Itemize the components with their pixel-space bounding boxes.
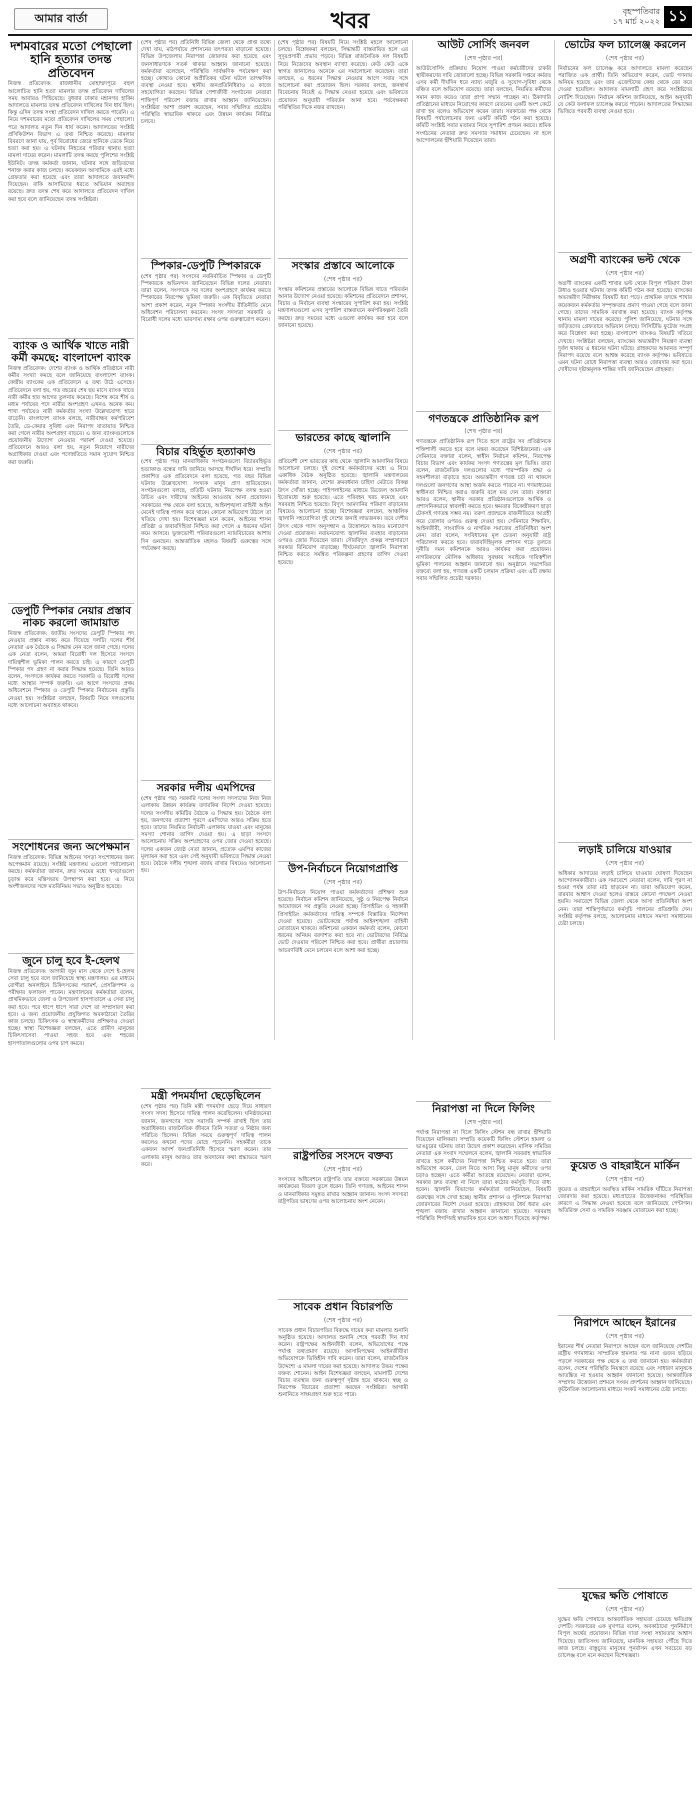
article-headline[interactable]: সাবেক প্রধান বিচারপতি (293, 1300, 393, 1313)
article-headline[interactable]: আউট সোর্সিং জনবল (437, 39, 530, 51)
article-byline: (শেষ পৃষ্ঠার পর) (323, 447, 363, 455)
news-article (278, 1151, 408, 1296)
article-separator (141, 258, 271, 259)
news-article (8, 842, 134, 951)
news-article (558, 1318, 692, 1586)
article-headline[interactable]: মন্ত্রী পদমর্যাদা ছেড়েছিলেন (151, 1090, 261, 1103)
article-byline: (শেষ পৃষ্ঠার পর) (605, 1605, 645, 1613)
article-byline: (শেষ পৃষ্ঠার পর) (323, 878, 363, 886)
news-article (141, 40, 271, 256)
article-body: সংস্কার কমিশনের প্রস্তাবের আলোকে বিভিন্ন খাতে পরিবর্তন আনার উদ্যোগ নেওয়া হয়েছে। কমিশনের প্রতিবেদনে প্রশাসন, বিচার ও নির্বাচন ব্যবস্থা সংস্কারের সুপারিশ করা হয়। সংশ্লিষ্ট মন্ত্রণালয়গুলো এসব সুপারিশ বাস্তবায়নে কর্মপরিকল্পনা তৈরি করছে। দ্রুত সময়ের মধ্যে এগুলো কার্যকর করা হবে বলে জানানো হয়েছে। (278, 286, 408, 329)
article-byline: (শেষ পৃষ্ঠার পর) (605, 54, 645, 62)
news-article (141, 447, 271, 779)
article-headline[interactable]: সরকার দলীয় এমপিদের (156, 782, 256, 795)
article-byline: (শেষ পৃষ্ঠার পর) (323, 275, 363, 283)
article-body: নিজস্ব প্রতিবেদক: বিভিন্ন আইনের খসড়া সংশোধনের জন্য অপেক্ষমান রয়েছে। সংশ্লিষ্ট মন্ত্রণালয় এগুলো পর্যালোচনা করছে। কর্মকর্তারা জানান, দ্রুত সময়ের মধ্যে খসড়াগুলো চূড়ান্ত করে মন্ত্রিসভায় উপস্থাপন করা হবে। এ নিয়ে অংশীজনদের সঙ্গে মতবিনিময় সভাও অনুষ্ঠিত হয়েছে। (8, 854, 134, 890)
article-body: অধিকার আদায়ের লড়াই চালিয়ে যাওয়ার ঘোষণা দিয়েছেন আন্দোলনকারীরা। এক সমাবেশে নেতারা বলেন, দাবি পূরণ না হওয়া পর্যন্ত তারা মাঠ ছাড়বেন না। তারা অভিযোগ করেন, বারবার আশ্বাস দেওয়া হলেও বাস্তবে কোনো পদক্ষেপ নেওয়া হয়নি। সমাবেশে বিভিন্ন জেলা থেকে আসা প্রতিনিধিরা অংশ নেন। তারা শান্তিপূর্ণভাবে কর্মসূচি পালনের প্রতিশ্রুতি দেন। সংশ্লিষ্ট কর্তৃপক্ষ বলছে, আলোচনার মাধ্যমে সমস্যা সমাধানের চেষ্টা চলছে। (558, 870, 692, 927)
article-byline: (শেষ পৃষ্ঠার পর) (323, 1166, 363, 1174)
article-byline: (শেষ পৃষ্ঠার পর) (464, 428, 503, 436)
article-body: সাবেক প্রধান বিচারপতির বিরুদ্ধে দায়ের করা মামলার শুনানি অনুষ্ঠিত হয়েছে। আদালত শুনানি শেষে পরবর্তী দিন ধার্য করেন। রাষ্ট্রপক্ষের আইনজীবী বলেন, অভিযোগের পক্ষে পর্যাপ্ত তথ্যপ্রমাণ রয়েছে। আসামিপক্ষের আইনজীবীরা অভিযোগকে ভিত্তিহীন দাবি করেন। তারা বলেন, রাজনৈতিক উদ্দেশ্যে এ মামলা দায়ের করা হয়েছে। আদালত উভয় পক্ষের বক্তব্য শোনেন। আইন বিশেষজ্ঞরা বলছেন, মামলাটি দেশের বিচার ব্যবস্থার জন্য গুরুত্বপূর্ণ দৃষ্টান্ত হয়ে থাকবে। স্বচ্ছ ও নিরপেক্ষ বিচারের প্রত্যাশা করছেন সংশ্লিষ্টরা। আগামী শুনানিতে সাক্ষ্যগ্রহণ শুরু হতে পারে। (278, 1327, 408, 1399)
article-body: সংসদের অধিবেশনে রাষ্ট্রপতি তার বক্তব্যে সরকারের উন্নয়ন কার্যক্রমের বিবরণ তুলে ধরেন। তিনি গণতন্ত্র, আইনের শাসন ও মানবাধিকার সমুন্নত রাখার আহ্বান জানান। সংসদ সদস্যরা রাষ্ট্রপতির ভাষণের ওপর আলোচনায় অংশ নেবেন। (278, 1177, 408, 1205)
article-byline: (শেষ পৃষ্ঠার পর) (605, 1333, 645, 1341)
news-article (8, 40, 134, 336)
article-separator (558, 842, 692, 843)
article-separator (8, 953, 134, 954)
news-article (8, 956, 134, 1173)
article-headline[interactable]: ভারতের কাছে জ্বালানি (295, 432, 391, 444)
news-article (8, 606, 134, 837)
article-headline[interactable]: জুনে চালু হবে ই-হেলথ (22, 954, 120, 967)
page-number: ১১ (664, 6, 692, 28)
article-headline[interactable]: সংশোধনের জন্য অপেক্ষমান (12, 841, 130, 854)
article-body: নিজস্ব প্রতিবেদক: জাতীয় সংসদের ডেপুটি স্পিকার পদ নেওয়ার প্রস্তাব নাকচ করে দিয়েছে দলটি। দলের শীর্ষ নেতারা এক বৈঠকে এ সিদ্ধান্ত নেন বলে জানা গেছে। দলের এক নেতা বলেন, আমরা বিরোধী দল হিসেবে সংসদে দায়িত্বশীল ভূমিকা পালন করতে চাই। এ কারণে ডেপুটি স্পিকার পদ গ্রহণ না করার সিদ্ধান্ত হয়েছে। তিনি আরও বলেন, সংসদকে কার্যকর করতে সরকারি ও বিরোধী দলের মধ্যে আস্থার সম্পর্ক জরুরি। এর আগে সংসদের প্রথম অধিবেশনে স্পিকার ও ডেপুটি স্পিকার নির্বাচনের প্রস্তুতি নেওয়া হয়। সংশ্লিষ্টরা বলছেন, বিষয়টি নিয়ে দলগুলোর মধ্যে আলোচনা অব্যাহত থাকবে। (8, 630, 134, 709)
news-column-4 (416, 39, 551, 1223)
article-body: যুদ্ধের ক্ষতি পোষাতে আন্তর্জাতিক সহায়তা চেয়েছে ক্ষতিগ্রস্ত দেশটি। সরকারের এক মুখপাত্র বলেন, অবকাঠামো পুনর্নির্মাণে বিপুল অর্থের প্রয়োজন। বিভিন্ন দাতা সংস্থা সহায়তার আশ্বাস দিয়েছে। জাতিসংঘ জানিয়েছে, মানবিক সহায়তা পৌঁছে দিতে কাজ চলছে। বাস্তুচ্যুত মানুষের পুনর্বাসন এখন সবচেয়ে বড় চ্যালেঞ্জ বলে মনে করছেন বিশেষজ্ঞরা। (558, 1616, 692, 1659)
news-article (278, 1302, 408, 1642)
article-body: নির্বাচনের ফল চ্যালেঞ্জ করে আদালতে মামলা করেছেন পরাজিত এক প্রার্থী। তিনি অভিযোগ করেন, ভোট গণনায় অনিয়ম হয়েছে এবং তার এজেন্টদের কেন্দ্র থেকে বের করে দেওয়া হয়েছিল। আদালত মামলাটি গ্রহণ করে সংশ্লিষ্টদের নোটিশ দিয়েছেন। নির্বাচন কমিশন জানিয়েছে, আইন অনুযায়ী যে কেউ ফলাফল চ্যালেঞ্জ করতে পারেন। আদালতের সিদ্ধান্তের ভিত্তিতে পরবর্তী ব্যবস্থা নেওয়া হবে। (558, 65, 692, 115)
article-byline: (শেষ পৃষ্ঠার পর) (323, 1316, 363, 1324)
issue-date: ১৭ মার্চ ২০২২ (612, 17, 660, 26)
news-article (141, 261, 271, 442)
article-headline[interactable]: কুয়েত ও বাহরাইনে মার্কিন (570, 1159, 680, 1172)
article-byline: (শেষ পৃষ্ঠার পর) (464, 54, 503, 62)
article-separator (8, 839, 134, 840)
article-body: (শেষ পৃষ্ঠার পর) তিনি মন্ত্রী পদমর্যাদা ছেড়ে দিয়ে সাধারণ সংসদ সদস্য হিসেবে দায়িত্ব পালন করেছিলেন। ঘনিষ্ঠজনেরা জানান, জনগণের সঙ্গে সরাসরি সম্পর্ক রাখাই ছিল তার অগ্রাধিকার। রাজনৈতিক জীবনে তিনি সততা ও নিষ্ঠার জন্য পরিচিত ছিলেন। বিভিন্ন সময়ে গুরুত্বপূর্ণ দায়িত্ব পালন করলেও কখনো পদের মোহে পড়েননি। সহকর্মীরা তাকে একজন আদর্শ জনপ্রতিনিধি হিসেবে স্মরণ করেন। তার এলাকার মানুষ আজও তার অবদানের কথা শ্রদ্ধাভরে স্মরণ করে। (141, 1104, 271, 1168)
news-column-2 (141, 40, 271, 1168)
date-block (613, 7, 660, 27)
news-article (8, 341, 134, 601)
article-headline[interactable]: ব্যাংক ও আর্থিক খাতে নারী কর্মী কমছে: বাংলাদেশ ব্যাংক (11, 340, 131, 365)
article-separator (416, 1101, 551, 1102)
news-article (558, 845, 692, 1156)
column-divider (137, 40, 138, 1040)
article-headline[interactable]: ভোটের ফল চ্যালেঞ্জ করলেন (564, 39, 686, 51)
article-headline[interactable]: বিচার বহির্ভূত হত্যাকাণ্ড (156, 445, 256, 458)
news-column-3 (278, 40, 408, 1399)
news-article (278, 433, 408, 859)
news-column-5 (558, 39, 692, 1659)
article-headline[interactable]: অগ্রণী ব্যাংকের ভল্ট থেকে (569, 254, 681, 267)
article-body: নিজস্ব প্রতিবেদক: আগামী জুন মাস থেকে দেশে ই-হেলথ সেবা চালু হবে বলে জানিয়েছে স্বাস্থ্য মন্ত্রণালয়। এর মাধ্যমে রোগীরা অনলাইনে চিকিৎসকের পরামর্শ, প্রেসক্রিপশন ও পরীক্ষার ফলাফল পাবেন। মন্ত্রণালয়ের কর্মকর্তারা বলেন, প্রাথমিকভাবে জেলা ও উপজেলা হাসপাতালে এ সেবা চালু করা হবে। পরে ধাপে ধাপে সারা দেশে তা সম্প্রসারণ করা হবে। এ জন্য প্রয়োজনীয় প্রযুক্তিগত অবকাঠামো তৈরির কাজ চলছে। চিকিৎসক ও স্বাস্থ্যকর্মীদের প্রশিক্ষণও দেওয়া হচ্ছে। স্বাস্থ্য বিশেষজ্ঞরা বলছেন, এতে গ্রামীণ মানুষের চিকিৎসাসেবা পাওয়া সহজ হবে এবং শহরের হাসপাতালগুলোর ওপর চাপ কমবে। (8, 968, 134, 1047)
news-article (416, 40, 551, 409)
section-title: খবর (330, 8, 370, 34)
article-body: প্রতিবেশী দেশ ভারতের কাছ থেকে জ্বালানি আমদানির বিষয়ে আলোচনা চলছে। দুই দেশের কর্মকর্তাদের মধ্যে এ নিয়ে একাধিক বৈঠক অনুষ্ঠিত হয়েছে। জ্বালানি মন্ত্রণালয়ের কর্মকর্তারা জানান, দেশের ক্রমবর্ধমান চাহিদা মেটাতে বিকল্প উৎস খোঁজা হচ্ছে। পাইপলাইনের মাধ্যমে ডিজেল আমদানি ইতোমধ্যে শুরু হয়েছে। এতে পরিবহন খরচ কমেছে এবং সরবরাহ নিশ্চিত হয়েছে। বিদ্যুৎ আমদানির পরিমাণ বাড়ানোর বিষয়েও আলোচনা হচ্ছে। বিশেষজ্ঞরা বলছেন, আঞ্চলিক জ্বালানি সহযোগিতা দুই দেশের জন্যই লাভজনক। তবে দেশীয় উৎস থেকে গ্যাস অনুসন্ধান ও উত্তোলনে আরও মনোযোগ দেওয়া প্রয়োজন। নবায়নযোগ্য জ্বালানির ব্যবহার বাড়ানোর ওপরও জোর দিয়েছেন তারা। সৌরবিদ্যুৎ প্রকল্প সম্প্রসারণে সরকার বিনিয়োগ বাড়াচ্ছে। দীর্ঘমেয়াদে জ্বালানি নিরাপত্তা নিশ্চিত করতে সমন্বিত পরিকল্পনা গ্রহণের তাগিদ দেওয়া হয়েছে। (278, 458, 408, 566)
article-body: উপ-নির্বাচনে নিয়োগ পাওয়া কর্মকর্তাদের প্রশিক্ষণ শুরু হয়েছে। নির্বাচন কমিশন জানিয়েছে, সুষ্ঠু ও নিরপেক্ষ নির্বাচন আয়োজনে সব প্রস্তুতি নেওয়া হচ্ছে। প্রিসাইডিং ও সহকারী প্রিসাইডিং কর্মকর্তাদের দায়িত্ব সম্পর্কে বিস্তারিত নির্দেশনা দেওয়া হয়েছে। ভোটকেন্দ্রে পর্যাপ্ত আইনশৃঙ্খলা বাহিনী মোতায়েন থাকবে। কমিশনের একজন কর্মকর্তা বলেন, কোনো ধরনের অনিয়ম বরদাশত করা হবে না। ভোটারদের নির্বিঘ্নে ভোট দেওয়ার পরিবেশ নিশ্চিত করা হবে। প্রার্থীরা প্রচারণায় আচরণবিধি মেনে চলবেন বলে আশা করা হচ্ছে। (278, 889, 408, 954)
article-separator (278, 1299, 408, 1300)
news-article (141, 783, 271, 1086)
news-article (278, 40, 408, 256)
article-byline: (শেষ পৃষ্ঠার পর) (464, 1118, 503, 1126)
article-body: (শেষ পৃষ্ঠার পর) বিষয়টি নিয়ে সংশ্লিষ্ট মহলে আলোচনা চলছে। বিশ্লেষকরা বলছেন, সিদ্ধান্তটি বাস্তবায়িত হলে এর সুদূরপ্রসারী প্রভাব পড়বে। বিভিন্ন রাজনৈতিক দল বিষয়টি নিয়ে নিজেদের অবস্থান ব্যাখ্যা করেছে। কেউ কেউ একে স্বাগত জানালেও অনেকে এর সমালোচনা করেছেন। তারা বলছেন, এ ধরনের সিদ্ধান্ত নেওয়ার আগে সবার সঙ্গে আলোচনা করা প্রয়োজন ছিল। সরকার বলছে, জনস্বার্থ বিবেচনায় নিয়েই এ সিদ্ধান্ত নেওয়া হয়েছে এবং ভবিষ্যতে প্রয়োজন অনুযায়ী পরিবর্তন আনা হবে। পর্যবেক্ষকরা পরিস্থিতির দিকে নজর রাখছেন। (278, 40, 408, 111)
news-column-1 (8, 39, 134, 1047)
article-separator (558, 1158, 692, 1159)
article-headline[interactable]: লড়াই চালিয়ে যাওয়ার (578, 843, 672, 856)
article-headline[interactable]: গণতন্ত্রকে প্রাতিষ্ঠানিক রূপ (428, 412, 539, 425)
article-headline[interactable]: নিরাপদে আছেন ইরানের (574, 1317, 676, 1330)
article-body: ইরানের শীর্ষ নেতারা নিরাপদে আছেন বলে জানিয়েছে দেশটির রাষ্ট্রীয় গণমাধ্যম। সাম্প্রতিক হামলার পর নানা গুজব ছড়িয়ে পড়লে সরকারের পক্ষ থেকে এ তথ্য জানানো হয়। কর্মকর্তারা বলেন, দেশের পরিস্থিতি নিয়ন্ত্রণে রয়েছে এবং সাধারণ মানুষকে আতঙ্কিত না হওয়ার আহ্বান জানানো হয়েছে। আন্তর্জাতিক সম্প্রদায় উত্তেজনা প্রশমনে সংযম প্রদর্শনের আহ্বান জানিয়েছে। কূটনৈতিক আলোচনার মাধ্যমে সংকট সমাধানের চেষ্টা চলছে। (558, 1344, 692, 1394)
article-body: (শেষ পৃষ্ঠার পর) সরকারি দলের সংসদ সদস্যদের নিজ নিজ এলাকায় উন্নয়ন কার্যক্রম তদারকির নির্দেশ দেওয়া হয়েছে। দলের সংসদীয় কমিটির বৈঠকে এ সিদ্ধান্ত হয়। বৈঠকে বলা হয়, জনগণের প্রত্যাশা পূরণে এমপিদের আরও সক্রিয় হতে হবে। তাদের নিয়মিত নির্বাচনী এলাকায় যাওয়া এবং মানুষের সমস্যা শোনার তাগিদ দেওয়া হয়। এ ছাড়া সংসদে আলোচনায় সক্রিয় অংশগ্রহণের ওপর জোর দেওয়া হয়েছে। দলের একজন জ্যেষ্ঠ নেতা জানান, প্রত্যেক এমপির কাজের মূল্যায়ন করা হবে এবং সেই অনুযায়ী ভবিষ্যতে সিদ্ধান্ত নেওয়া হবে। বৈঠকে দলীয় শৃঙ্খলা বজায় রাখার বিষয়েও আলোচনা হয়। (141, 796, 271, 875)
article-body: নিজস্ব প্রতিবেদক: রাজধানীর মোহাম্মদপুরে বহুল আলোচিত হানি হত্যা মামলার তদন্ত প্রতিবেদন দাখিলের সময় আবারও পিছিয়েছে। বুধবার ঢাকার মহানগর হাকিম আদালতে মামলার তদন্ত প্রতিবেদন দাখিলের দিন ধার্য ছিল। কিন্তু এদিন তদন্ত সংস্থা প্রতিবেদন দাখিল করতে পারেনি। এ নিয়ে দশমবারের মতো প্রতিবেদন দাখিলের সময় পেছালো। পরে আদালত নতুন দিন ধার্য করেন। আদালতের সংশ্লিষ্ট প্রসিকিউশন বিভাগ এ তথ্য নিশ্চিত করেছে। মামলার বিবরণে জানা যায়, পূর্ব বিরোধের জেরে হানিকে ডেকে নিয়ে হত্যা করা হয়। এ ঘটনায় নিহতের পরিবার থানায় হত্যা মামলা দায়ের করেন। মামলাটি তদন্ত করছে পুলিশের সংশ্লিষ্ট ইউনিট। তদন্ত কর্মকর্তা জানান, ঘটনার সঙ্গে জড়িতদের শনাক্ত করার কাজ চলছে। কয়েকজন আসামিকে এরই মধ্যে গ্রেফতার করা হয়েছে এবং তারা আদালতে জবানবন্দি দিয়েছেন। বাকি আসামিদের ধরতে অভিযান অব্যাহত রয়েছে। দ্রুত তদন্ত শেষ করে আদালতে প্রতিবেদন দাখিল করা হবে বলে জানিয়েছেন তদন্ত সংশ্লিষ্টরা। (8, 81, 134, 203)
article-separator (278, 258, 408, 259)
header-rule (8, 34, 692, 36)
article-headline[interactable]: দশমবারের মতো পেছালো হানি হত্যার তদন্ত প্রতিবেদন (10, 39, 132, 80)
news-article (416, 1104, 551, 1667)
article-body: আউটসোর্সিং প্রক্রিয়ায় নিয়োগ পাওয়া কর্মচারীদের চাকরি স্থায়ীকরণের দাবি জোরালো হচ্ছে। বিভিন্ন সরকারি দপ্তরে কর্মরত এসব কর্মী দীর্ঘদিন ধরে ন্যায্য মজুরি ও সুযোগ-সুবিধা থেকে বঞ্চিত বলে অভিযোগ রয়েছে। তারা বলছেন, নিয়মিত কর্মীদের সমান কাজ করেও তারা প্রাপ্য সম্মান পাচ্ছেন না। ঠিকাদারি প্রতিষ্ঠানের মাধ্যমে নিয়োগের কারণে বেতনের একটি অংশ কেটে রাখা হয় বলেও অভিযোগ করেন তারা। সরকারের পক্ষ থেকে বিষয়টি পর্যালোচনার জন্য একটি কমিটি গঠন করা হয়েছে। কমিটি সংশ্লিষ্ট সবার মতামত নিয়ে সুপারিশ প্রণয়ন করবে। শ্রমিক সংগঠনের নেতারা দ্রুত সমস্যার সমাধান চেয়েছেন। না হলে আন্দোলনের হুঁশিয়ারি দিয়েছেন তারা। (416, 65, 551, 144)
article-headline[interactable]: স্পিকার-ডেপুটি স্পিকারকে (151, 260, 261, 272)
article-body: অগ্রণী ব্যাংকের একটি শাখার ভল্ট থেকে বিপুল পরিমাণ টাকা উধাও হওয়ার ঘটনায় তদন্ত কমিটি গঠন করা হয়েছে। ব্যাংকের অভ্যন্তরীণ নিরীক্ষায় বিষয়টি ধরা পড়ে। প্রাথমিক তদন্তে শাখার কয়েকজন কর্মকর্তার সম্পৃক্ততার প্রমাণ পাওয়া গেছে বলে জানা গেছে। তাদের সাময়িক বরখাস্ত করা হয়েছে। ব্যাংক কর্তৃপক্ষ থানায় মামলা দায়ের করেছে। পুলিশ জানিয়েছে, ঘটনার সঙ্গে জড়িতদের গ্রেফতারে অভিযান চলছে। সিসিটিভি ফুটেজ সংগ্রহ করে বিশ্লেষণ করা হচ্ছে। বাংলাদেশ ব্যাংকও বিষয়টি খতিয়ে দেখছে। সংশ্লিষ্টরা বলছেন, ব্যাংকের অভ্যন্তরীণ নিয়ন্ত্রণ ব্যবস্থা দুর্বল থাকায় এ ধরনের ঘটনা ঘটছে। গ্রাহকদের আমানত সম্পূর্ণ নিরাপদ রয়েছে বলে আশ্বস্ত করেছে ব্যাংক কর্তৃপক্ষ। ভবিষ্যতে এমন ঘটনা রোধে নিরাপত্তা ব্যবস্থা আরও জোরদার করা হবে। দোষীদের দৃষ্টান্তমূলক শাস্তির দাবি জানিয়েছেন গ্রাহকরা। (558, 280, 692, 374)
article-headline[interactable]: উপ-নির্বাচনে নিয়োগপ্রাপ্তি (288, 863, 398, 876)
news-article (558, 1161, 692, 1314)
article-byline: (শেষ পৃষ্ঠার পর) (605, 269, 645, 277)
article-headline[interactable]: সংস্কার প্রস্তাবে আলোকে (291, 260, 395, 272)
article-body: (শেষ পৃষ্ঠার পর) প্রতিনিধি বিভিন্ন জেলা থেকে প্রাপ্ত তথ্যে দেখা যায়, মাঠপর্যায়ে প্রশাসনের তৎপরতা বাড়ানো হয়েছে। বিভিন্ন উপজেলায় নিরাপত্তা জোরদার করা হয়েছে এবং জনসাধারণকে সতর্ক থাকার আহ্বান জানানো হয়েছে। কর্মকর্তারা বলেছেন, পরিস্থিতি সার্বক্ষণিক পর্যবেক্ষণ করা হচ্ছে। কোথাও কোনো অপ্রীতিকর ঘটনা ঘটলে তাৎক্ষণিক ব্যবস্থা নেওয়া হবে। স্থানীয় জনপ্রতিনিধিরাও এ কাজে সহযোগিতা করছেন। বিভিন্ন পেশাজীবী সংগঠনের নেতারা শান্তিপূর্ণ পরিবেশ বজায় রাখার আহ্বান জানিয়েছেন। সংশ্লিষ্টরা আশা প্রকাশ করেছেন, সবার সম্মিলিত প্রচেষ্টায় পরিস্থিতি স্বাভাবিক থাকবে এবং উন্নয়ন কার্যক্রম নির্বিঘ্নে চলবে। (141, 40, 271, 126)
news-article (141, 1091, 271, 1322)
article-headline[interactable]: ডেপুটি স্পিকার নেয়ার প্রস্তাব নাকচ করলো জামায়াত (11, 605, 131, 629)
article-headline[interactable]: রাষ্ট্রপতির সংসদে বক্তব্য (293, 1150, 393, 1163)
news-article (278, 261, 408, 428)
article-body: নিজস্ব প্রতিবেদক: দেশের ব্যাংক ও আর্থিক প্রতিষ্ঠানে নারী কর্মীর সংখ্যা কমছে বলে জানিয়েছে বাংলাদেশ ব্যাংক। কেন্দ্রীয় ব্যাংকের এক প্রতিবেদনে এ তথ্য উঠে এসেছে। প্রতিবেদনে বলা হয়, গত বছরের শেষ ছয় মাসে ব্যাংক খাতে নারী কর্মীর হার আগের তুলনায় কমেছে। বিশেষ করে শীর্ষ ও মধ্যম পর্যায়ের পদে নারীর অংশগ্রহণ এখনও অনেক কম। শাখা পর্যায়েও নারী কর্মকর্তার সংখ্যা উল্লেখযোগ্য হারে বাড়েনি। বাংলাদেশ ব্যাংক বলছে, নারীবান্ধব কর্মপরিবেশ তৈরি, ডে-কেয়ার সুবিধা এবং নিরাপদ যাতায়াত নিশ্চিত করা গেলে নারীর অংশগ্রহণ বাড়বে। এ জন্য ব্যাংকগুলোকে প্রয়োজনীয় উদ্যোগ নেওয়ার পরামর্শ দেওয়া হয়েছে। প্রতিবেদনে আরও বলা হয়, নতুন নিয়োগে নারীদের অগ্রাধিকার দেওয়া এবং পদোন্নতিতে সমান সুযোগ নিশ্চিত করা জরুরি। (8, 365, 134, 466)
news-article (558, 255, 692, 840)
article-separator (141, 444, 271, 445)
article-body: (শেষ পৃষ্ঠার পর) মানবাধিকার সংগঠনগুলো বিচারবহির্ভূত হত্যাকাণ্ড বন্ধের দাবি জানিয়ে আসছে দীর্ঘদিন ধরে। সম্প্রতি প্রকাশিত এক প্রতিবেদনে বলা হয়েছে, গত বছর বিভিন্ন ঘটনায় উল্লেখযোগ্য সংখ্যক মানুষ প্রাণ হারিয়েছেন। সংগঠনগুলো বলছে, প্রতিটি ঘটনার নিরপেক্ষ তদন্ত হওয়া উচিত এবং দায়ীদের আইনের আওতায় আনা প্রয়োজন। সরকারের পক্ষ থেকে বলা হয়েছে, আইনশৃঙ্খলা বাহিনী আইন মেনেই দায়িত্ব পালন করে থাকে। কোনো অভিযোগ উঠলে তা খতিয়ে দেখা হয়। বিশেষজ্ঞরা মনে করেন, আইনের শাসন প্রতিষ্ঠা ও জবাবদিহিতা নিশ্চিত করা গেলে এ ধরনের ঘটনা কমে আসবে। ভুক্তভোগী পরিবারগুলো ন্যায়বিচারের আশায় দিন গুনছেন। আন্তর্জাতিক মহলও বিষয়টি গুরুত্বের সঙ্গে পর্যবেক্ষণ করছে। (141, 459, 271, 552)
article-body: (শেষ পৃষ্ঠার পর) সংসদের নবনির্বাচিত স্পিকার ও ডেপুটি স্পিকারকে অভিনন্দন জানিয়েছেন বিভিন্ন দলের নেতারা। তারা বলেন, সংসদকে সব দলের অংশগ্রহণে কার্যকর করতে স্পিকারের নিরপেক্ষ ভূমিকা জরুরি। এক বিবৃতিতে নেতারা আশা প্রকাশ করেন, নতুন স্পিকার সংসদীয় রীতিনীতি মেনে অধিবেশন পরিচালনা করবেন। সংসদ সদস্যরা সরকারি ও বিরোধী দলের মধ্যে ভারসাম্য রক্ষার ওপর গুরুত্বারোপ করেন। (141, 273, 271, 323)
newspaper-logo[interactable]: আমার বার্তা (14, 8, 108, 30)
article-body: গণতন্ত্রকে প্রাতিষ্ঠানিক রূপ দিতে হলে রাষ্ট্রের সব প্রতিষ্ঠানকে শক্তিশালী করতে হবে বলে মন্তব্য করেছেন বিশিষ্টজনেরা। এক সেমিনারে বক্তারা বলেন, স্বাধীন নির্বাচন কমিশন, নিরপেক্ষ বিচার বিভাগ এবং কার্যকর সংসদ গণতন্ত্রের মূল ভিত্তি। তারা বলেন, রাজনৈতিক দলগুলোর মধ্যে পারস্পরিক শ্রদ্ধা ও সহনশীলতা বাড়াতে হবে। অভ্যন্তরীণ গণতন্ত্র চর্চা না থাকলে দলগুলো জনগণের আস্থা অর্জন করতে পারবে না। গণমাধ্যমের স্বাধীনতা নিশ্চিত করাও জরুরি বলে মত দেন তারা। বক্তারা আরও বলেন, স্থানীয় সরকার প্রতিষ্ঠানগুলোকে আর্থিক ও প্রশাসনিকভাবে স্বাবলম্বী করতে হবে। ক্ষমতার বিকেন্দ্রীকরণ ছাড়া টেকসই গণতন্ত্র সম্ভব নয়। তরুণ প্রজন্মকে রাজনীতিতে আগ্রহী করে তোলার ওপরও গুরুত্ব দেওয়া হয়। সেমিনারে শিক্ষাবিদ, আইনজীবী, সাংবাদিক ও নাগরিক সমাজের প্রতিনিধিরা অংশ নেন। তারা বলেন, সংবিধানের মূল চেতনা অনুযায়ী রাষ্ট্র পরিচালনা করতে হবে। জবাবদিহিমূলক প্রশাসন গড়ে তুলতে দুর্নীতি দমন কমিশনকে আরও কার্যকর করা প্রয়োজন। নাগরিকদের মৌলিক অধিকার সুরক্ষায় সবাইকে দায়িত্বশীল ভূমিকা পালনের আহ্বান জানানো হয়। অনুষ্ঠানে সভাপতির বক্তব্যে বলা হয়, গণতন্ত্র একটি চলমান প্রক্রিয়া এবং এটি রক্ষায় সবার সম্মিলিত প্রচেষ্টা দরকার। (416, 439, 551, 583)
article-separator (278, 430, 408, 431)
article-byline: (শেষ পৃষ্ঠার পর) (605, 1175, 645, 1183)
issue-day: বৃহস্পতিবার (622, 7, 660, 16)
article-byline: (শেষ পৃষ্ঠার পর) (605, 859, 645, 867)
column-divider (412, 40, 413, 1040)
article-separator (416, 411, 551, 412)
news-article (558, 1591, 692, 1816)
article-headline[interactable]: যুদ্ধের ক্ষতি পোষাতে (582, 1590, 668, 1603)
article-body: কুয়েত ও বাহরাইনে অবস্থিত মার্কিন সামরিক ঘাঁটিতে নিরাপত্তা জোরদার করা হয়েছে। মধ্যপ্রাচ্যের উত্তেজনাকর পরিস্থিতির কারণে এ সিদ্ধান্ত নেওয়া হয়েছে বলে জানিয়েছে পেন্টাগন। অতিরিক্ত সেনা ও সামরিক সরঞ্জাম মোতায়েন করা হচ্ছে। (558, 1186, 692, 1215)
column-divider (554, 40, 555, 1040)
masthead (0, 0, 700, 34)
article-headline[interactable]: নিরাপত্তা না দিলে ফিলিং (432, 1103, 535, 1115)
article-body: পর্যাপ্ত নিরাপত্তা না দিলে ফিলিং স্টেশন বন্ধ রাখার হুঁশিয়ারি দিয়েছেন মালিকরা। সম্প্রতি কয়েকটি ফিলিং স্টেশনে হামলা ও ভাঙচুরের ঘটনায় তারা উদ্বেগ প্রকাশ করেছেন। মালিক সমিতির নেতারা এক সংবাদ সম্মেলনে বলেন, জ্বালানি সরবরাহ স্বাভাবিক রাখতে হলে কর্মীদের নিরাপত্তা নিশ্চিত করতে হবে। তারা অভিযোগ করেন, তেল নিতে আসা কিছু মানুষ কর্মীদের ওপর চড়াও হচ্ছেন। এতে কর্মীরা আতঙ্কে রয়েছেন। নেতারা বলেন, সরকার দ্রুত ব্যবস্থা না নিলে তারা কঠোর কর্মসূচি দিতে বাধ্য হবেন। জ্বালানি বিভাগের কর্মকর্তারা জানিয়েছেন, বিষয়টি গুরুত্বের সঙ্গে দেখা হচ্ছে। স্থানীয় প্রশাসন ও পুলিশকে নিরাপত্তা জোরদারের নির্দেশ দেওয়া হয়েছে। গ্রাহকদের ধৈর্য ধরার এবং শৃঙ্খলা বজায় রাখার আহ্বান জানানো হয়েছে। সরবরাহ পরিস্থিতি শিগগিরই স্বাভাবিক হবে বলে আশ্বাস দিয়েছে কর্তৃপক্ষ। (416, 1129, 551, 1223)
news-article (278, 864, 408, 1146)
news-article (558, 40, 692, 250)
news-article (416, 414, 551, 1099)
column-divider (274, 40, 275, 1040)
